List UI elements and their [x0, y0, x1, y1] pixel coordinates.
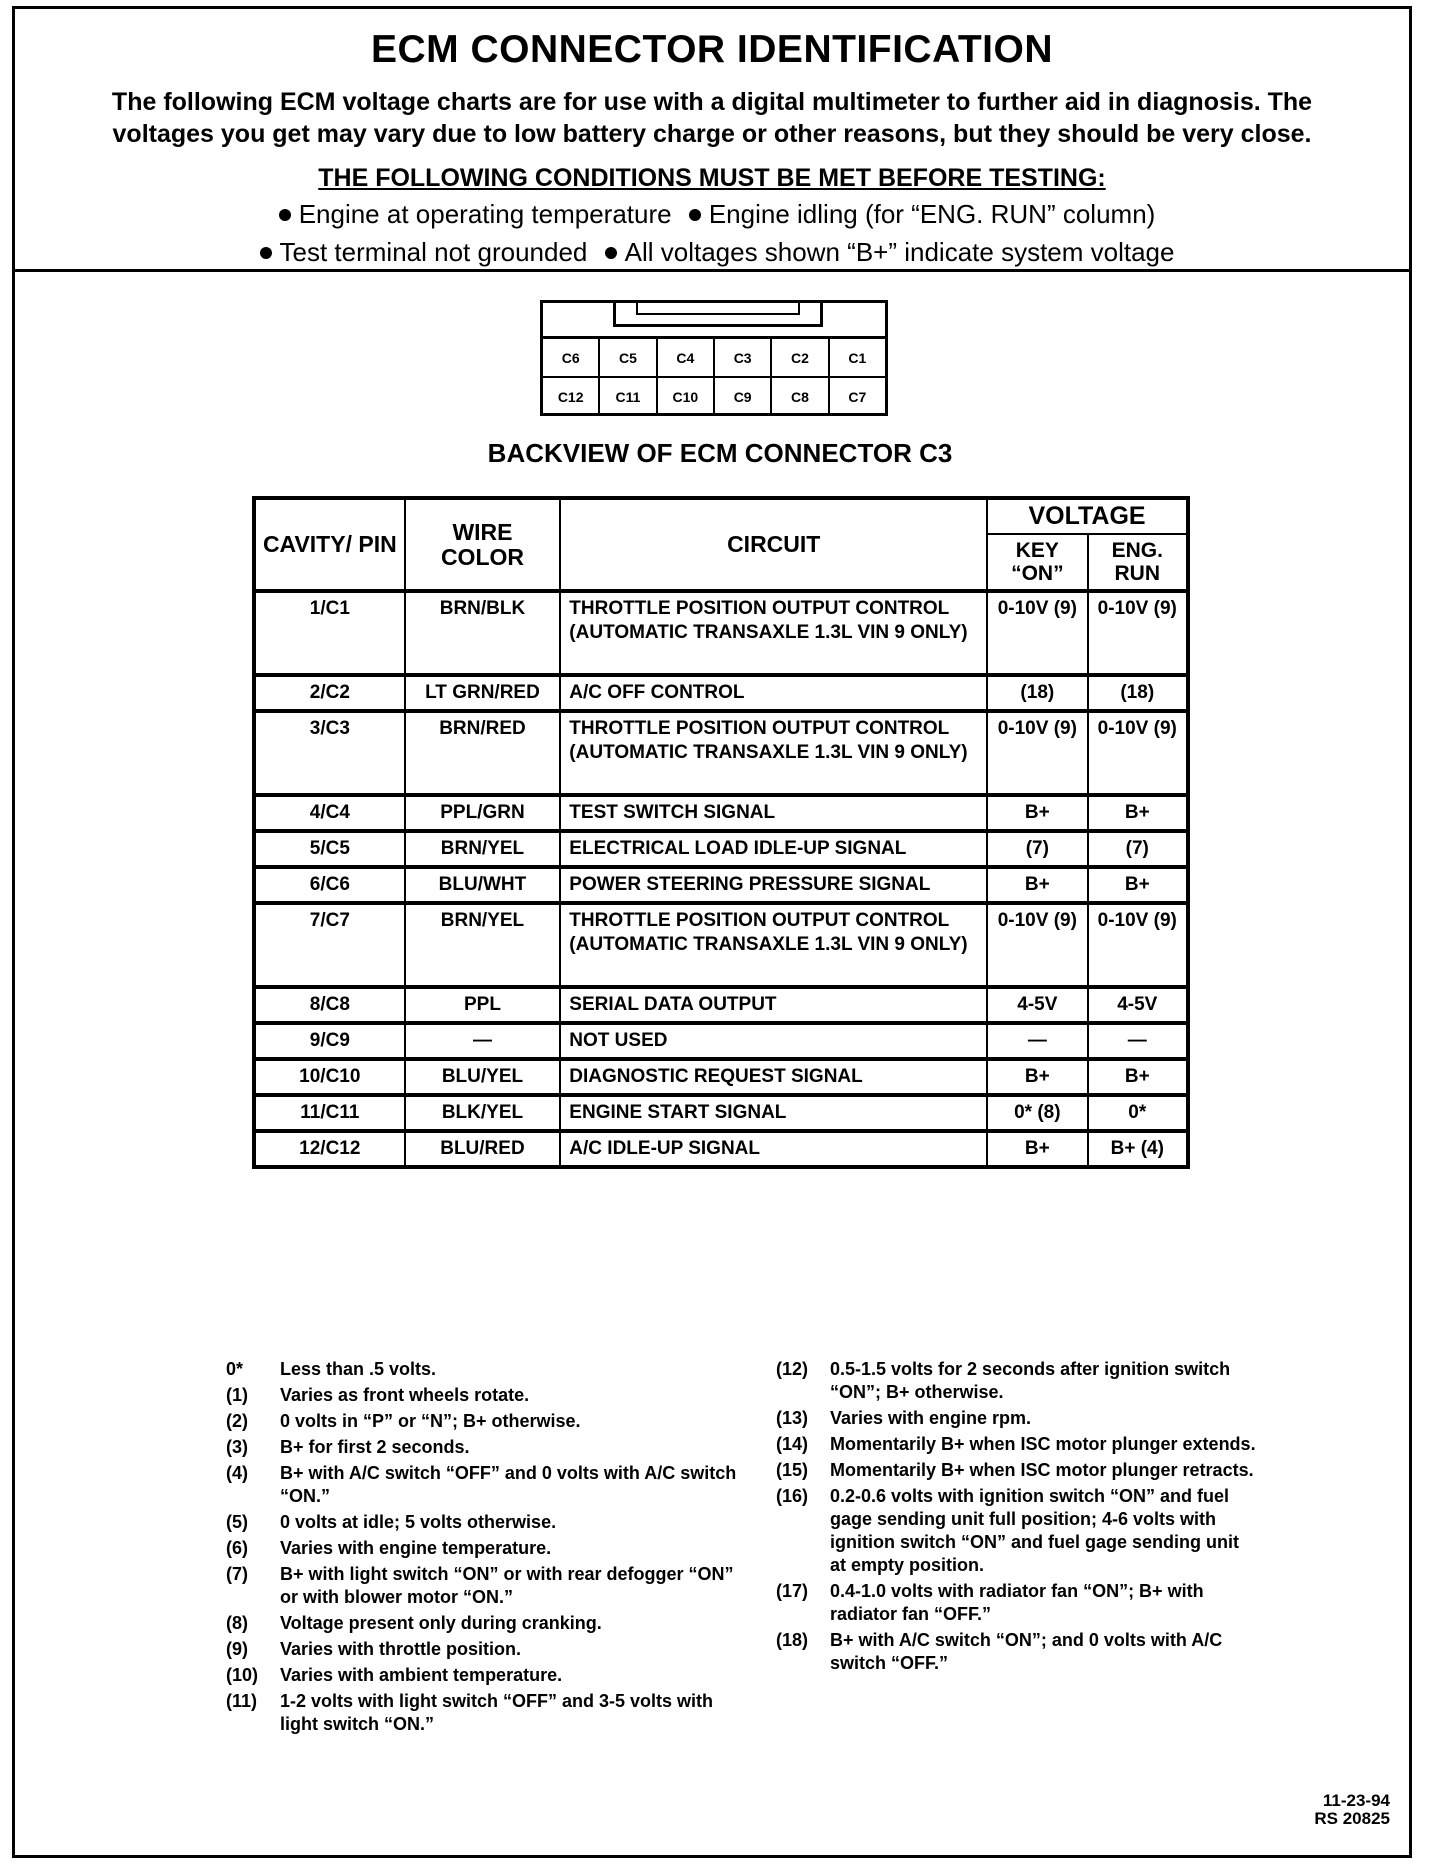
note-key: (10): [226, 1665, 259, 1685]
connector-cavity: C2: [772, 339, 829, 376]
header-eng-run: ENG. RUN: [1088, 534, 1188, 591]
note-item: [776, 1580, 1256, 1626]
note-item: [776, 1485, 1256, 1577]
cell-key-on: B+: [987, 1059, 1087, 1095]
cell-pin: 9/C9: [254, 1023, 405, 1059]
note-key: (14): [776, 1434, 809, 1454]
connector-latch-area: [543, 303, 885, 339]
note-text: B+ with light switch “ON” or with rear defogger “ON” or with blower motor “ON.”: [280, 1564, 734, 1607]
header: [12, 6, 1412, 272]
table-row: [254, 1023, 1188, 1059]
cell-pin: 6/C6: [254, 867, 405, 903]
connector-caption: BACKVIEW OF ECM CONNECTOR C3: [487, 438, 953, 468]
note-key: 0*: [226, 1359, 244, 1379]
connector-cavity: C11: [600, 378, 657, 415]
cell-wire-color: BLK/YEL: [405, 1095, 561, 1131]
note-item: [226, 1664, 746, 1687]
cell-pin: 3/C3: [254, 711, 405, 795]
page-title: ECM CONNECTOR IDENTIFICATION: [370, 28, 1054, 71]
conditions-heading: THE FOLLOWING CONDITIONS MUST BE MET BEFORE TESTING:: [318, 164, 1106, 192]
notes-right-column: [776, 1358, 1256, 1678]
intro-text: [82, 86, 1342, 150]
note-text: Varies with ambient temperature.: [280, 1665, 563, 1685]
cell-wire-color: BRN/BLK: [405, 591, 561, 675]
note-item: [226, 1462, 746, 1508]
note-text: 0 volts at idle; 5 volts otherwise.: [280, 1512, 557, 1532]
cell-circuit: TEST SWITCH SIGNAL: [560, 795, 987, 831]
cell-eng-run: 4-5V: [1088, 987, 1188, 1023]
note-text: 0 volts in “P” or “N”; B+ otherwise.: [280, 1411, 581, 1431]
cell-pin: 10/C10: [254, 1059, 405, 1095]
header-circuit: CIRCUIT: [560, 498, 987, 591]
bullet-icon: [689, 209, 701, 221]
table-row: [254, 675, 1188, 711]
table-row: [254, 1059, 1188, 1095]
note-item: [226, 1511, 746, 1534]
connector-cavity: C6: [543, 339, 600, 376]
note-item: [226, 1638, 746, 1661]
note-item: [226, 1563, 746, 1609]
note-item: [226, 1690, 746, 1736]
cell-circuit: A/C OFF CONTROL: [560, 675, 987, 711]
cell-wire-color: —: [405, 1023, 561, 1059]
footer-date: 11-23-94: [1322, 1791, 1390, 1810]
note-text: 1-2 volts with light switch “OFF” and 3-5 volts with light switch “ON.”: [280, 1691, 714, 1734]
note-item: [776, 1629, 1256, 1675]
cell-key-on: 0* (8): [987, 1095, 1087, 1131]
cell-circuit: A/C IDLE-UP SIGNAL: [560, 1131, 987, 1167]
conditions-line-1: [12, 197, 1412, 231]
connector-cavity: C7: [848, 388, 867, 405]
note-text: B+ with A/C switch “ON”; and 0 volts with A/C switch “OFF.”: [830, 1630, 1223, 1673]
note-key: (15): [776, 1460, 809, 1480]
note-text: B+ for first 2 seconds.: [280, 1437, 470, 1457]
connector-cavity: C8: [772, 378, 829, 415]
note-text: Varies with engine rpm.: [830, 1408, 1032, 1428]
note-text: Varies with throttle position.: [280, 1639, 522, 1659]
cell-wire-color: BLU/RED: [405, 1131, 561, 1167]
table-row: [254, 591, 1188, 675]
condition-item: Engine idling (for “ENG. RUN” column): [708, 199, 1156, 229]
note-item: [776, 1407, 1256, 1430]
bullet-icon: [605, 247, 617, 259]
connector-cavity: C4: [658, 339, 715, 376]
header-wire-color: WIRE COLOR: [405, 498, 561, 591]
note-text: 0.2-0.6 volts with ignition switch “ON” and fuel gage sending unit full position; 4-6 volts with ignition switch “ON” and fuel gage sending unit at empty position.: [830, 1486, 1239, 1575]
connector-row-top: [543, 339, 885, 378]
table-body: [254, 591, 1188, 1167]
cell-wire-color: PPL: [405, 987, 561, 1023]
note-text: Varies with engine temperature.: [280, 1538, 552, 1558]
ecm-voltage-table: [252, 496, 1190, 1169]
cell-key-on: (7): [987, 831, 1087, 867]
cell-key-on: 0-10V (9): [987, 591, 1087, 675]
condition-item: Engine at operating temperature: [298, 199, 672, 229]
note-text: 0.4-1.0 volts with radiator fan “ON”; B+ with radiator fan “OFF.”: [830, 1581, 1204, 1624]
cell-wire-color: BRN/YEL: [405, 831, 561, 867]
connector-key-inner: [636, 303, 800, 315]
cell-eng-run: 0*: [1088, 1095, 1188, 1131]
condition-item: All voltages shown “B+” indicate system voltage: [624, 237, 1175, 267]
cell-eng-run: B+: [1088, 867, 1188, 903]
table-row: [254, 903, 1188, 987]
connector-cavity: C3: [715, 339, 772, 376]
cell-circuit: THROTTLE POSITION OUTPUT CONTROL (AUTOMATIC TRANSAXLE 1.3L VIN 9 ONLY): [560, 711, 987, 795]
note-item: [776, 1459, 1256, 1482]
bullet-icon: [279, 209, 291, 221]
note-text: Momentarily B+ when ISC motor plunger retracts.: [830, 1460, 1254, 1480]
cell-key-on: 0-10V (9): [987, 903, 1087, 987]
note-item: [226, 1436, 746, 1459]
cell-eng-run: —: [1088, 1023, 1188, 1059]
note-key: (2): [226, 1411, 248, 1431]
cell-wire-color: BRN/YEL: [405, 903, 561, 987]
table-row: [254, 831, 1188, 867]
cell-wire-color: BLU/WHT: [405, 867, 561, 903]
table-row: [254, 795, 1188, 831]
connector-cavity: C5: [600, 339, 657, 376]
note-key: (6): [226, 1538, 248, 1558]
note-text: Momentarily B+ when ISC motor plunger extends.: [830, 1434, 1256, 1454]
cell-pin: 8/C8: [254, 987, 405, 1023]
note-item: [776, 1358, 1256, 1404]
cell-circuit: SERIAL DATA OUTPUT: [560, 987, 987, 1023]
note-key: (7): [226, 1564, 248, 1584]
cell-wire-color: BRN/RED: [405, 711, 561, 795]
condition-item: Test terminal not grounded: [279, 237, 588, 267]
note-key: (11): [226, 1691, 258, 1711]
note-item: [226, 1537, 746, 1560]
connector-key: [613, 303, 823, 327]
header-cavity-pin: CAVITY/ PIN: [254, 498, 405, 591]
connector-cavity: C9: [715, 378, 772, 415]
note-text: Voltage present only during cranking.: [280, 1613, 602, 1633]
cell-circuit: POWER STEERING PRESSURE SIGNAL: [560, 867, 987, 903]
cell-key-on: 0-10V (9): [987, 711, 1087, 795]
cell-eng-run: B+: [1088, 1059, 1188, 1095]
note-key: (18): [776, 1630, 809, 1650]
note-key: (12): [776, 1359, 809, 1379]
table-row: [254, 1131, 1188, 1167]
note-key: (3): [226, 1437, 248, 1457]
cell-eng-run: 0-10V (9): [1088, 711, 1188, 795]
cell-pin: 1/C1: [254, 591, 405, 675]
note-item: [226, 1384, 746, 1407]
cell-eng-run: (7): [1088, 831, 1188, 867]
connector-cavity: C1: [848, 349, 867, 366]
table-row: [254, 1095, 1188, 1131]
connector-cavity: C12: [543, 378, 600, 415]
note-key: (4): [226, 1463, 248, 1483]
header-voltage: VOLTAGE: [987, 498, 1188, 534]
table-row: [254, 711, 1188, 795]
cell-key-on: —: [987, 1023, 1087, 1059]
table-row: [254, 867, 1188, 903]
cell-pin: 4/C4: [254, 795, 405, 831]
header-key-on: KEY “ON”: [987, 534, 1087, 591]
conditions-line-2: [12, 235, 1412, 269]
table-row: [254, 987, 1188, 1023]
connector-diagram: [540, 300, 888, 416]
note-key: (16): [776, 1486, 809, 1506]
cell-eng-run: B+ (4): [1088, 1131, 1188, 1167]
note-key: (1): [226, 1385, 248, 1405]
cell-pin: 5/C5: [254, 831, 405, 867]
note-key: (8): [226, 1613, 248, 1633]
cell-pin: 11/C11: [254, 1095, 405, 1131]
cell-circuit: THROTTLE POSITION OUTPUT CONTROL (AUTOMATIC TRANSAXLE 1.3L VIN 9 ONLY): [560, 591, 987, 675]
cell-key-on: B+: [987, 795, 1087, 831]
footer: [1250, 1792, 1390, 1828]
cell-eng-run: 0-10V (9): [1088, 591, 1188, 675]
note-text: B+ with A/C switch “OFF” and 0 volts with A/C switch “ON.”: [280, 1463, 737, 1506]
intro-line-1: The following ECM voltage charts are for use with a digital multimeter to further aid in diagnosis. The: [111, 88, 1313, 116]
cell-key-on: B+: [987, 867, 1087, 903]
cell-key-on: 4-5V: [987, 987, 1087, 1023]
cell-circuit: THROTTLE POSITION OUTPUT CONTROL (AUTOMATIC TRANSAXLE 1.3L VIN 9 ONLY): [560, 903, 987, 987]
notes-left-column: [226, 1358, 746, 1739]
cell-circuit: NOT USED: [560, 1023, 987, 1059]
connector-row-bottom: [543, 378, 885, 415]
cell-eng-run: B+: [1088, 795, 1188, 831]
note-text: Varies as front wheels rotate.: [280, 1385, 530, 1405]
cell-key-on: (18): [987, 675, 1087, 711]
intro-line-2: voltages you get may vary due to low battery charge or other reasons, but they should be very close.: [112, 120, 1312, 148]
cell-key-on: B+: [987, 1131, 1087, 1167]
note-key: (9): [226, 1639, 248, 1659]
cell-pin: 12/C12: [254, 1131, 405, 1167]
cell-pin: 7/C7: [254, 903, 405, 987]
connector-cavity: C10: [658, 378, 715, 415]
footer-code: RS 20825: [1314, 1809, 1390, 1828]
note-item: [226, 1358, 746, 1381]
cell-circuit: DIAGNOSTIC REQUEST SIGNAL: [560, 1059, 987, 1095]
cell-eng-run: 0-10V (9): [1088, 903, 1188, 987]
note-item: [776, 1433, 1256, 1456]
cell-pin: 2/C2: [254, 675, 405, 711]
note-item: [226, 1410, 746, 1433]
cell-circuit: ELECTRICAL LOAD IDLE-UP SIGNAL: [560, 831, 987, 867]
cell-circuit: ENGINE START SIGNAL: [560, 1095, 987, 1131]
note-key: (17): [776, 1581, 809, 1601]
cell-eng-run: (18): [1088, 675, 1188, 711]
bullet-icon: [260, 247, 272, 259]
note-key: (5): [226, 1512, 248, 1532]
cell-wire-color: LT GRN/RED: [405, 675, 561, 711]
cell-wire-color: BLU/YEL: [405, 1059, 561, 1095]
note-text: Less than .5 volts.: [280, 1359, 437, 1379]
note-item: [226, 1612, 746, 1635]
note-text: 0.5-1.5 volts for 2 seconds after ignition switch “ON”; B+ otherwise.: [830, 1359, 1231, 1402]
cell-wire-color: PPL/GRN: [405, 795, 561, 831]
note-key: (13): [776, 1408, 809, 1428]
